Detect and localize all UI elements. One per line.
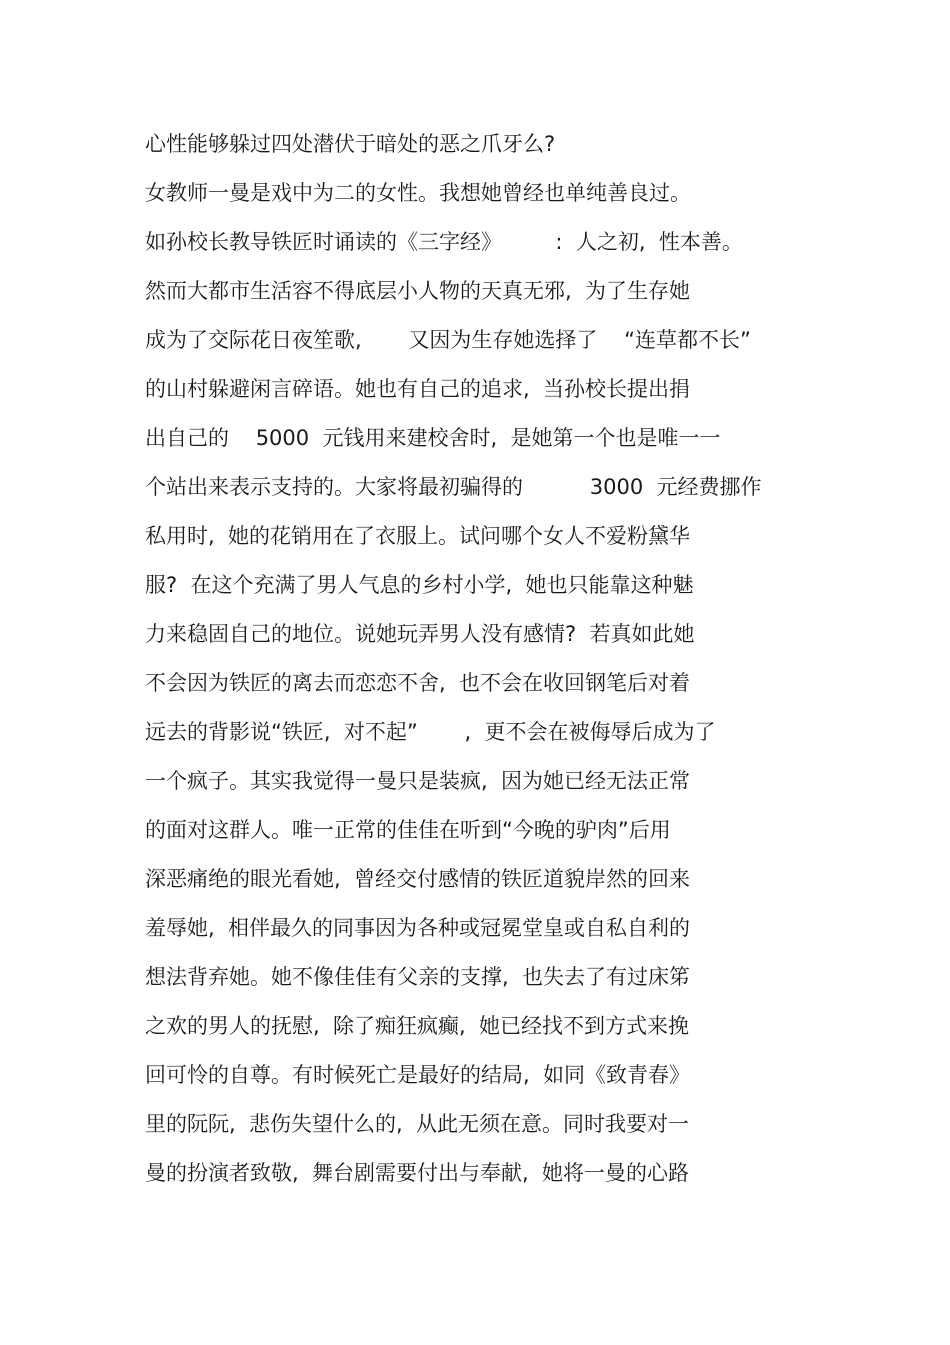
text-line: 深恶痛绝的眼光看她, 曾经交付感情的铁匠道貌岸然的回来 [145,867,691,891]
text-line: 之欢的男人的抚慰, 除了痴狂疯癫, 她已经找不到方式来挽 [145,1014,690,1038]
text-line: 如孙校长教导铁匠时诵读的《三字经》 : 人之初, 性本善。 [145,230,743,254]
text-line: 出自己的 5000 元钱用来建校舍时, 是她第一个也是唯一一 [145,426,721,450]
text-line: 然而大都市生活容不得底层小人物的天真无邪, 为了生存她 [145,279,691,303]
text-line: 一个疯子。其实我觉得一曼只是装疯, 因为她已经无法正常 [145,769,691,793]
text-line: 里的阮阮, 悲伤失望什么的, 从此无须在意。同时我要对一 [145,1112,690,1136]
body-text [145,120,845,1198]
text-line: 成为了交际花日夜笙歌, 又因为生存她选择了 “连草都不长” [145,328,751,352]
text-line: 服? 在这个充满了男人气息的乡村小学, 她也只能靠这种魅 [145,573,694,597]
text-line: 私用时, 她的花销用在了衣服上。试问哪个女人不爱粉黛华 [145,524,691,548]
text-line: 不会因为铁匠的离去而恋恋不舍, 也不会在收回钢笔后对着 [145,671,691,695]
text-line: 曼的扮演者致敬, 舞台剧需要付出与奉献, 她将一曼的心路 [145,1161,690,1185]
text-line: 回可怜的自尊。有时候死亡是最好的结局, 如同《致青春》 [145,1063,691,1087]
text-line: 羞辱她, 相伴最久的同事因为各种或冠冕堂皇或自私自利的 [145,916,691,940]
text-line: 远去的背影说“铁匠, 对不起” , 更不会在被侮辱后成为了 [145,720,716,744]
text-line: 个站出来表示支持的。大家将最初骗得的 3000 元经费挪作 [145,475,762,499]
text-line: 心性能够躲过四处潜伏于暗处的恶之爪牙么? [145,132,556,156]
text-line: 力来稳固自己的地位。说她玩弄男人没有感情? 若真如此她 [145,622,695,646]
text-line: 的山村躲避闲言碎语。她也有自己的追求, 当孙校长提出捐 [145,377,691,401]
text-line: 的面对这群人。唯一正常的佳佳在听到“今晚的驴肉”后用 [145,818,671,842]
text-line: 女教师一曼是戏中为二的女性。我想她曾经也单纯善良过。 [145,181,691,205]
text-line: 想法背弃她。她不像佳佳有父亲的支撑, 也失去了有过床笫 [145,965,691,989]
